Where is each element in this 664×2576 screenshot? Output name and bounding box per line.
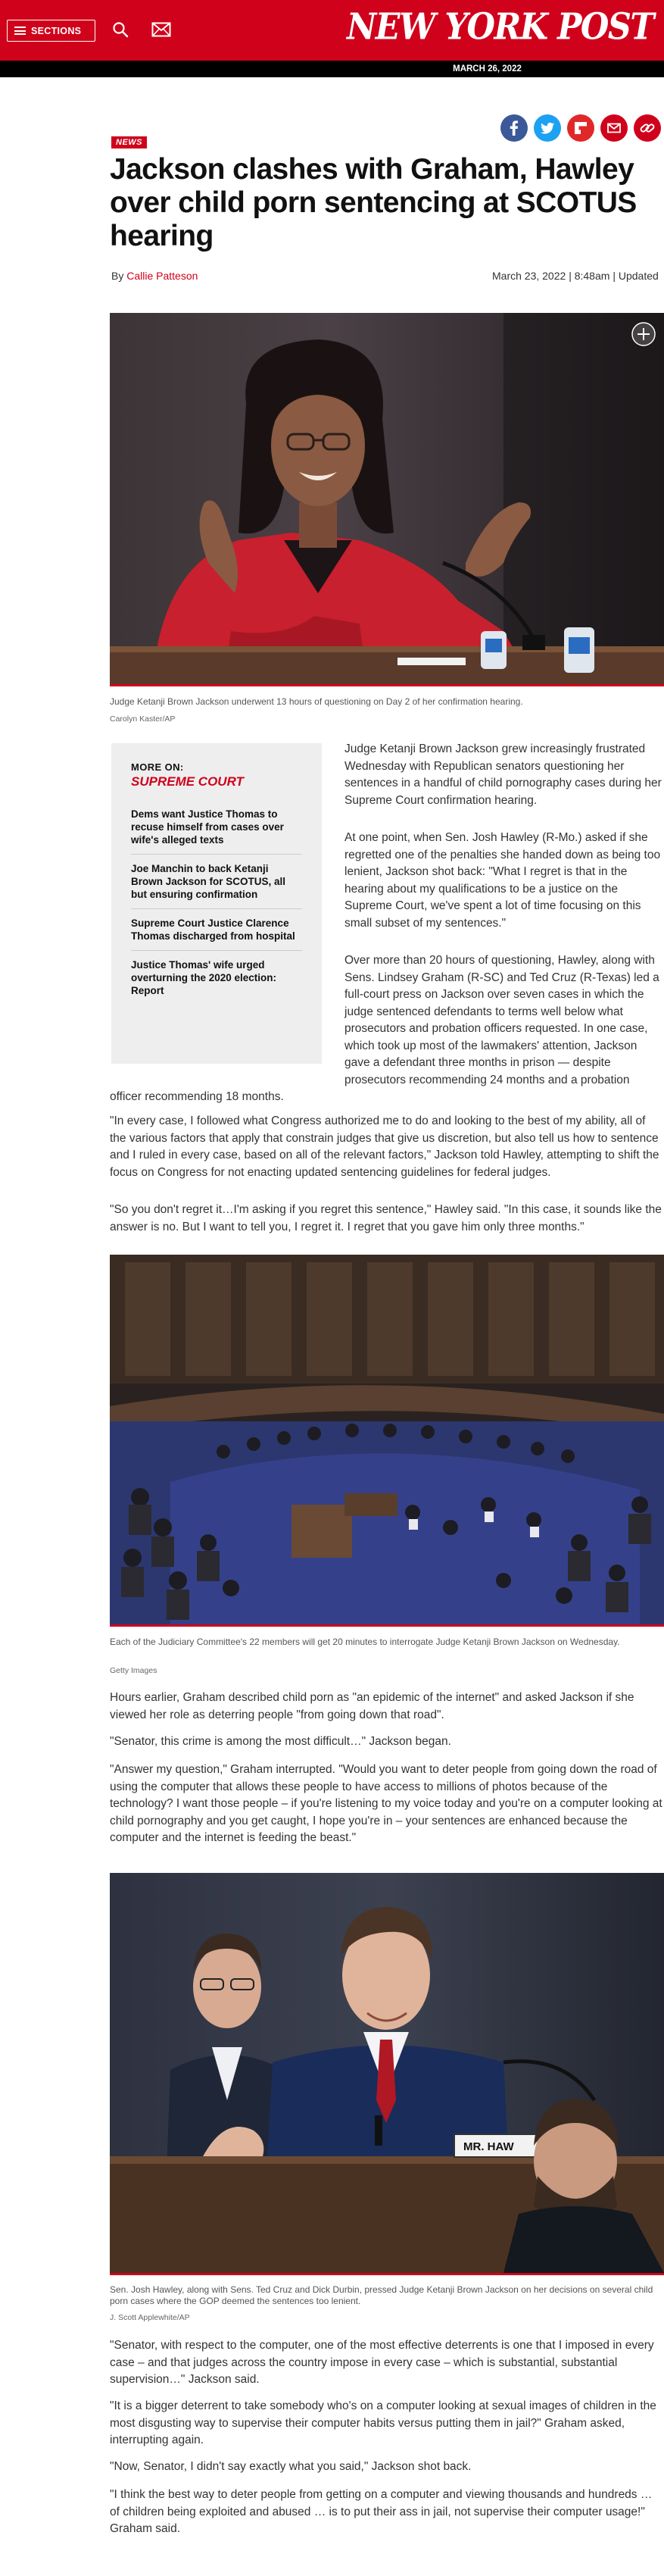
- header-date: MARCH 26, 2022: [453, 64, 522, 73]
- article-paragraph: At one point, when Sen. Josh Hawley (R-Mo.) asked if she regretted one of the penalties she handed down as being too lenient, Jackson shot back: "What I regret is that in the hearing about my qualifications to be a justice on the Supreme Court, we've spent a lot of time focusing on this small subset of my sentences.": [344, 831, 661, 930]
- article-paragraph: "It is a bigger deterrent to take somebody who's on a computer looking at sexual images of children in the most disgusting way to supervise their computer habits versus putting them in jail?" Graham asked, interrupting again.: [110, 2399, 656, 2446]
- twitter-share-button[interactable]: [534, 114, 561, 142]
- flipboard-icon: [567, 114, 594, 142]
- article-paragraph: "I think the best way to deter people from getting on a computer and viewing thousands and hundreds … of children being exploited and abused … is to put their ass in jail, not supervise their computer usage!" Graham said.: [110, 2488, 653, 2535]
- facebook-share-button[interactable]: [500, 114, 528, 142]
- article-paragraph: [110, 952, 664, 1106]
- author-link[interactable]: Callie Patteson: [126, 270, 198, 282]
- site-logo[interactable]: NEW YORK POST: [347, 6, 653, 48]
- byline-prefix: By: [111, 270, 124, 282]
- hearing-room-photo[interactable]: [110, 1255, 664, 1624]
- hamburger-icon: [14, 27, 26, 35]
- hero-photo[interactable]: [110, 313, 664, 684]
- caption-divider: [110, 2273, 664, 2275]
- mail-icon[interactable]: [151, 22, 171, 37]
- photo-credit: Getty Images: [110, 1666, 157, 1675]
- sidebar-topic-link[interactable]: SUPREME COURT: [131, 774, 244, 789]
- related-link[interactable]: Joe Manchin to back Ketanji Brown Jackson for SCOTUS, all but ensuring confirmation: [131, 854, 302, 908]
- article-paragraph: "In every case, I followed what Congress authorized me to do and looking to the best of my ability, all of the various factors that apply that constrain judges that give us discretion, but also tell us how to sentence and I ruled in every case, based on all of the relevant factors," Jackson told Hawley, attempting to shift the focus on Congress for not enacting updated sentencing guidelines for federal judges.: [110, 1114, 659, 1179]
- flipboard-share-button[interactable]: [567, 114, 594, 142]
- date-bar: [0, 61, 664, 77]
- email-icon: [600, 114, 628, 142]
- publish-date: [492, 270, 664, 282]
- photo-caption: Judge Ketanji Brown Jackson underwent 13 hours of questioning on Day 2 of her confirmation hearing.: [110, 696, 523, 707]
- search-icon[interactable]: [112, 21, 129, 38]
- sidebar-heading: MORE ON:: [131, 761, 184, 773]
- article-paragraph: "Answer my question," Graham interrupted. "Would you want to deter people from going down the road of using the computer that allows these people to have access to millions of photos because of the technology? I want those people – if you're listening to my voice today and you're on a computer looking at child pornography and you get caught, I hope you're in – your sentences are enhanced because the computer and the internet is feeding the beast.": [110, 1763, 662, 1844]
- byline: [111, 270, 198, 282]
- photo-credit: J. Scott Applewhite/AP: [110, 2313, 190, 2322]
- site-header: [0, 0, 664, 61]
- publish-time: 8:48am: [574, 270, 610, 282]
- date-separator: |: [569, 270, 572, 282]
- article-paragraph: "Now, Senator, I didn't say exactly what you said," Jackson shot back.: [110, 2460, 472, 2473]
- share-bar: [0, 114, 664, 145]
- email-share-button[interactable]: [600, 114, 628, 142]
- news-tag[interactable]: NEWS: [111, 136, 147, 148]
- article-paragraph: "So you don't regret it…I'm asking if you regret this sentence," Hawley said. "In this case, it sounds like the answer is no. But I want to tell you, I regret it. I regret that you gave him only three months.": [110, 1203, 662, 1233]
- text-wrap-spacer: [110, 952, 344, 1089]
- article-paragraph: "Senator, this crime is among the most difficult…" Jackson began.: [110, 1735, 451, 1748]
- photo-caption: Each of the Judiciary Committee's 22 members will get 20 minutes to interrogate Judge Ketanji Brown Jackson on Wednesday.: [110, 1637, 620, 1647]
- caption-divider: [110, 1624, 664, 1627]
- photo-caption: Sen. Josh Hawley, along with Sens. Ted Cruz and Dick Durbin, pressed Judge Ketanji Brown Jackson on her decisions on several child porn cases where the GOP deemed the sentences too lenient.: [110, 2284, 653, 2306]
- related-link[interactable]: Supreme Court Justice Clarence Thomas discharged from hospital: [131, 908, 302, 950]
- name-placard: MR. HAW: [463, 2140, 514, 2153]
- caption-divider: [110, 684, 664, 686]
- article-paragraph: Hours earlier, Graham described child porn as "an epidemic of the internet" and asked Jackson if she viewed her role as deterring people "from going down that road".: [110, 1691, 634, 1721]
- photo-credit: Carolyn Kaster/AP: [110, 714, 176, 724]
- publish-date-text: March 23, 2022: [492, 270, 566, 282]
- article-paragraph: Judge Ketanji Brown Jackson grew increasingly frustrated Wednesday with Republican senators questioning her sentences in a handful of child pornography cases during her Supreme Court confirmation hearing.: [344, 742, 662, 807]
- related-link[interactable]: Justice Thomas' wife urged overturning the 2020 election: Report: [131, 950, 302, 1005]
- date-separator: |: [613, 270, 616, 282]
- related-link[interactable]: Dems want Justice Thomas to recuse himself from cases over wife's alleged texts: [131, 808, 284, 846]
- twitter-icon: [534, 114, 561, 142]
- sections-label: SECTIONS: [31, 25, 82, 36]
- updated-label: Updated: [618, 270, 659, 282]
- article-paragraph: "Senator, with respect to the computer, one of the most effective deterrents is one that I imposed in every case – and that judges across the country impose in every case – which is substantial, substantial supervision…" Jackson said.: [110, 2339, 654, 2386]
- copy-link-button[interactable]: [634, 114, 661, 142]
- article-paragraph-text: Over more than 20 hours of questioning, Hawley, along with Sens. Lindsey Graham (R-SC) and Ted Cruz (R-Texas) led a full-court press on Jackson over seven cases in which the judge sentenced defendants to terms well below what prosecutors and probation officers requested. In one case, which took up most of the lawmakers' attention, Jackson gave a defendant three months in prison — despite prosecutors recommending 24 months and a probation officer recommending 18 months.: [110, 954, 659, 1103]
- article-headline: Jackson clashes with Graham, Hawley over child porn sentencing at SCOTUS hearing: [110, 153, 637, 252]
- sections-menu-button[interactable]: [7, 20, 95, 42]
- facebook-icon: [500, 114, 528, 142]
- hawley-photo[interactable]: [110, 1873, 664, 2273]
- link-icon: [634, 114, 661, 142]
